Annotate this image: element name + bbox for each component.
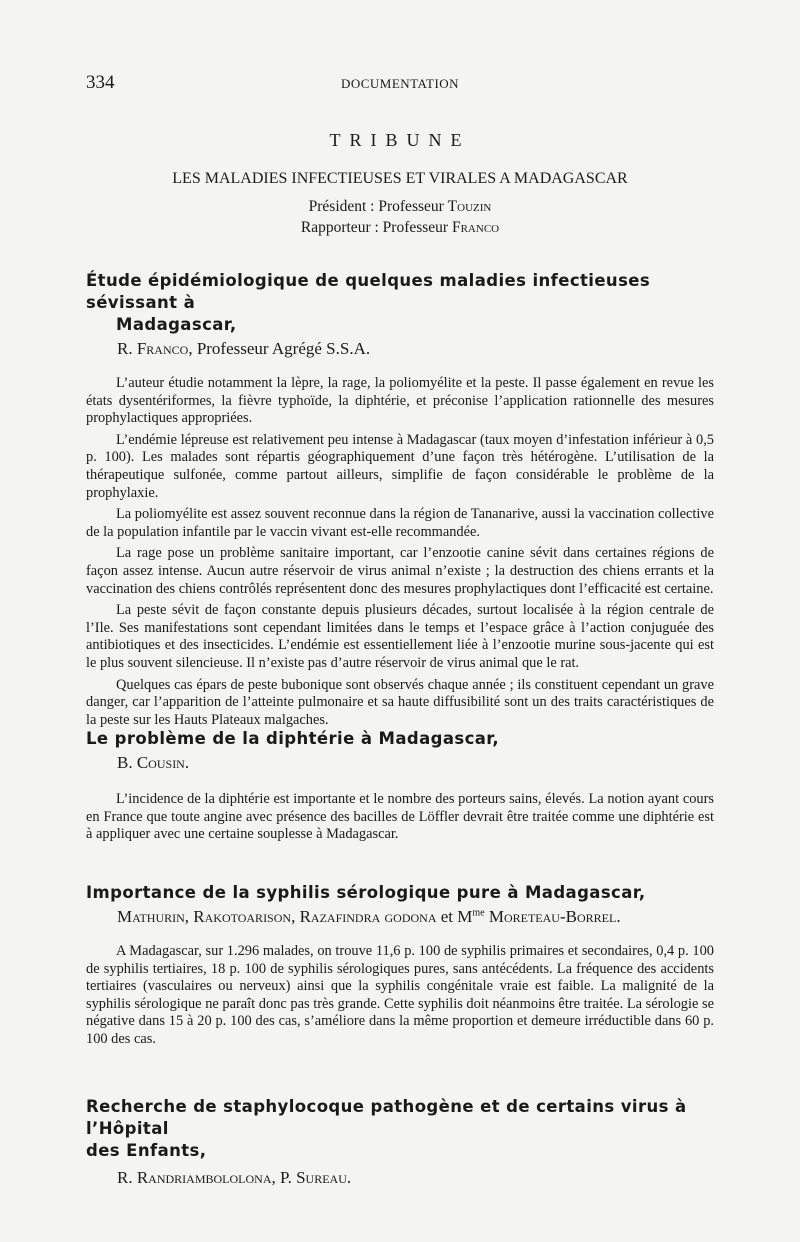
paragraph: Quelques cas épars de peste bubonique sont observés chaque année ; ils constituent cependant un grave danger, car l’apparition de l’atteinte pulmonaire et sa haute diffusibilité sont un des traits caractéristiques de la peste sur les Hauts Plateaux malgaches. <box>86 676 714 728</box>
article-body <box>86 791 714 844</box>
paragraph: L’endémie lépreuse est relativement peu intense à Madagascar (taux moyen d’infestation inférieur à 0,5 p. 100). Les malades sont répartis géographiquement d’une façon très hétérogène. L’utilisation de la thérapeutique sulfonée, comme partout ailleurs, simplifie de façon considérable le problème de la prophylaxie. <box>86 431 714 501</box>
article-authors: R. Randriambololona, P. Sureau. <box>117 1168 352 1187</box>
article-authors: Mathurin, Rakotoarison, Razafindra godona et $M^{me}$ Moreteau-Borrel. <box>117 907 621 926</box>
article-title: Le problème de la diphtérie à Madagascar, <box>86 729 500 748</box>
rapporteur-line: Rapporteur : Professeur Franco <box>300 219 500 236</box>
page-number: 334 <box>86 72 115 93</box>
section-subtitle: LES MALADIES INFECTIEUSES ET VIRALES A MADAGASCAR <box>172 170 628 187</box>
article-staphylocoque <box>86 1096 714 1188</box>
article-body <box>86 943 714 1049</box>
paragraph: L’incidence de la diphtérie est importante et le nombre des porteurs sains, élevés. La notion ayant cours en France que toute angine avec présence des bacilles de Löffler devrait être traitée comme une diphtérie est à appliquer avec une certaine souplesse à Madagascar. <box>86 791 714 843</box>
article-syphilis <box>86 882 714 1049</box>
article-title: Importance de la syphilis sérologique pure à Madagascar, <box>86 883 646 902</box>
president-line: Président : Professeur Touzin <box>308 198 492 215</box>
paragraph: A Madagascar, sur 1.296 malades, on trouve 11,6 p. 100 de syphilis primaires et secondaires, 0,4 p. 100 de syphilis tertiaires, 18 p. 100 de syphilis sérologiques pures, sans antécédents. La fréquence des accidents tertiaires (vasculaires ou nerveux) ainsi que la syphilis congénitale vraie est faible. La malignité de la syphilis sérologique ne paraît donc pas très grande. Cette syphilis doit néanmoins être traitée. La sérologie se négative dans 15 à 20 p. 100 des cas, s’améliore dans la même proportion et demeure irréductible dans 60 p. 100 des cas. <box>86 943 714 1047</box>
running-header <box>86 72 714 96</box>
article-title: Recherche de staphylocoque pathogène et de certains virus à l’Hôpital des Enfants, <box>86 1097 687 1160</box>
running-title: DOCUMENTATION <box>340 76 460 91</box>
article-title: Étude épidémiologique de quelques maladies infectieuses sévissant à Madagascar, <box>86 271 651 334</box>
paragraph: L’auteur étudie notamment la lèpre, la rage, la poliomyélite et la peste. Il passe également en revue les états dysentériformes, la fièvre typhoïde, la diphtérie, et préconise l’application rationnelle des mesures prophylactiques appropriées. <box>86 375 714 427</box>
paragraph: La peste sévit de façon constante depuis plusieurs décades, surtout localisée à la région centrale de l’Ile. Ses manifestations sont cependant limitées dans le temps et l’espace grâce à l’action conjuguée des antibiotiques et des insecticides. L’endémie est essentiellement liée à l’enzootie murine sous-jacente qui est le plus souvent silencieuse. Il n’existe pas d’autre réservoir de virus animal que le rat. <box>86 602 714 671</box>
article-epidemiologie <box>86 270 714 729</box>
paragraph: La rage pose un problème sanitaire important, car l’enzootie canine sévit dans certaines régions de façon assez intense. Aucun autre réservoir de virus animal n’existe ; la destruction des chiens errants et la vaccination des chiens contrôlés représentent donc des mesures prophylactiques dont l’efficacité est certaine. <box>86 545 714 597</box>
paragraph: La poliomyélite est assez souvent reconnue dans la région de Tananarive, aussi la vaccination collective de la population infantile par le vaccin vivant est-elle recommandée. <box>86 506 714 540</box>
rapporteur-name: Franco <box>451 219 500 236</box>
article-body <box>86 375 714 729</box>
article-authors: R. Franco, Professeur Agrégé S.S.A. <box>117 339 371 358</box>
session-officers <box>0 196 800 238</box>
article-authors: B. Cousin. <box>117 753 190 772</box>
section-heading: TRIBUNE <box>329 130 471 150</box>
article-diphterie <box>86 728 714 844</box>
president-name: Touzin <box>447 198 492 215</box>
